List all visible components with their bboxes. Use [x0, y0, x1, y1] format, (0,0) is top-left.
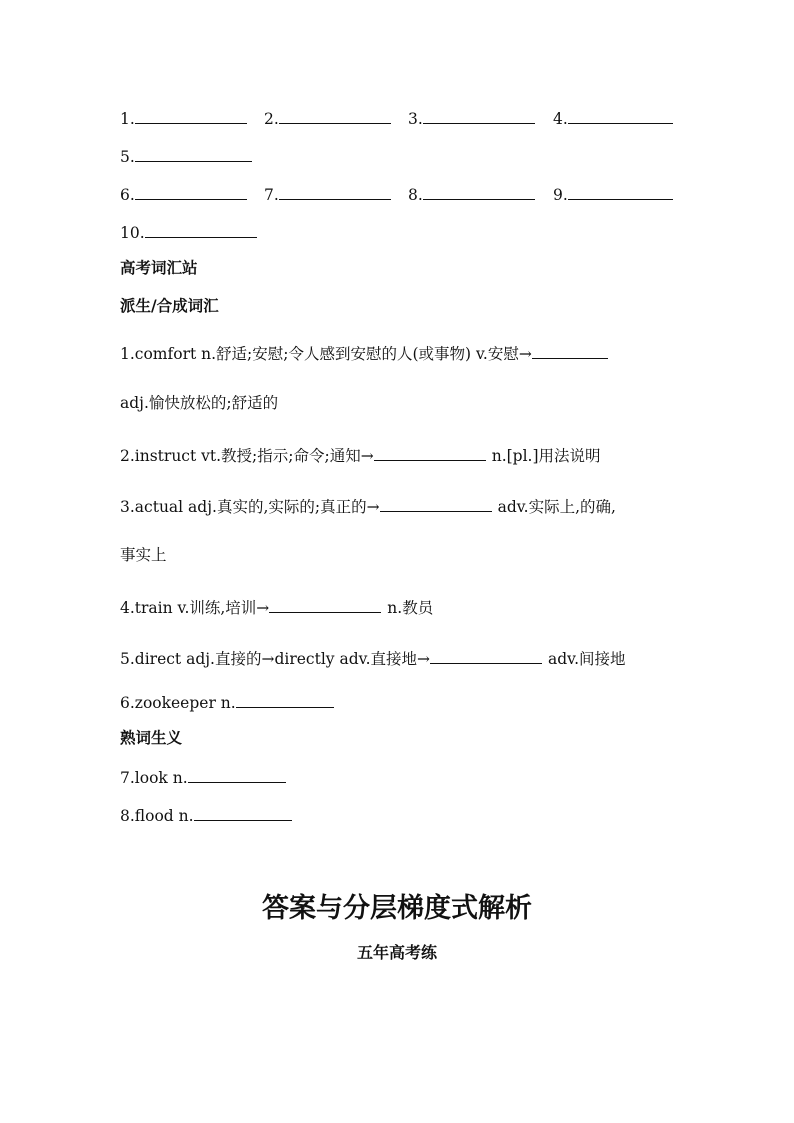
blank-7[interactable]: [264, 183, 391, 205]
blank-line[interactable]: [423, 107, 535, 124]
fill-blank[interactable]: [374, 444, 486, 461]
blank-4[interactable]: [553, 107, 673, 129]
subsection-title-derived: 派生/合成词汇: [120, 296, 219, 315]
vocab-item-7: [120, 766, 286, 788]
blank-9[interactable]: [553, 183, 673, 205]
blank-line[interactable]: [568, 107, 673, 124]
vocab-item-1-cont: [120, 393, 278, 413]
vocab-text: 事实上: [120, 546, 167, 564]
vocab-item-8: [120, 804, 292, 826]
fill-blank[interactable]: [269, 596, 381, 613]
vocab-item-3-cont: [120, 545, 167, 565]
blank-label: 3.: [408, 110, 423, 128]
vocab-text: 1.comfort n.舒适;安慰;令人感到安慰的人(或事物) v.安慰→: [120, 345, 532, 363]
blank-line[interactable]: [279, 107, 391, 124]
vocab-item-2: [120, 444, 601, 466]
vocab-text: 6.zookeeper n.: [120, 694, 236, 712]
vocab-text: adv.间接地: [547, 650, 626, 668]
blank-label: 6.: [120, 186, 135, 204]
vocab-text: 4.train v.训练,培训→: [120, 599, 270, 617]
fill-blank[interactable]: [188, 766, 286, 783]
blank-8[interactable]: [408, 183, 535, 205]
vocab-text: 8.flood n.: [120, 807, 194, 825]
vocab-text: n.教员: [387, 599, 434, 617]
blank-10[interactable]: [120, 221, 257, 243]
blank-1[interactable]: [120, 107, 247, 129]
vocab-text: 2.instruct vt.教授;指示;命令;通知→: [120, 447, 374, 465]
vocab-text: adv.实际上,的确,: [497, 498, 616, 516]
blank-label: 2.: [264, 110, 279, 128]
blank-label: 9.: [553, 186, 568, 204]
blank-line[interactable]: [423, 183, 535, 200]
subsection-title-familiar: 熟词生义: [120, 728, 183, 747]
section-title: 高考词汇站: [120, 258, 198, 277]
vocab-item-5: [120, 647, 626, 669]
blank-line[interactable]: [145, 221, 257, 238]
fill-blank[interactable]: [532, 342, 608, 359]
vocab-text: 7.look n.: [120, 769, 188, 787]
blank-line[interactable]: [135, 107, 247, 124]
answer-heading: 答案与分层梯度式解析: [262, 893, 532, 924]
answer-subheading: 五年高考练: [356, 943, 437, 962]
blank-label: 5.: [120, 148, 135, 166]
fill-blank[interactable]: [236, 691, 334, 708]
vocab-item-6: [120, 691, 334, 713]
vocab-text: 5.direct adj.直接的→directly adv.直接地→: [120, 650, 430, 668]
vocab-item-1: [120, 342, 608, 364]
vocab-text: 3.actual adj.真实的,实际的;真正的→: [120, 498, 380, 516]
vocab-text: n.[pl.]用法说明: [491, 447, 601, 465]
blank-5[interactable]: [120, 145, 252, 167]
vocab-item-3: [120, 495, 616, 517]
blank-3[interactable]: [408, 107, 535, 129]
blank-line[interactable]: [279, 183, 391, 200]
blank-line[interactable]: [135, 145, 252, 162]
vocab-item-4: [120, 596, 433, 618]
blank-2[interactable]: [264, 107, 391, 129]
fill-blank[interactable]: [380, 495, 492, 512]
vocab-text: adj.愉快放松的;舒适的: [120, 394, 279, 412]
blank-label: 4.: [553, 110, 568, 128]
blank-label: 10.: [120, 224, 145, 242]
blank-label: 7.: [264, 186, 279, 204]
blank-label: 1.: [120, 110, 135, 128]
fill-blank[interactable]: [430, 647, 542, 664]
blank-line[interactable]: [135, 183, 247, 200]
blank-6[interactable]: [120, 183, 247, 205]
blank-label: 8.: [408, 186, 423, 204]
fill-blank[interactable]: [194, 804, 292, 821]
blank-line[interactable]: [568, 183, 673, 200]
